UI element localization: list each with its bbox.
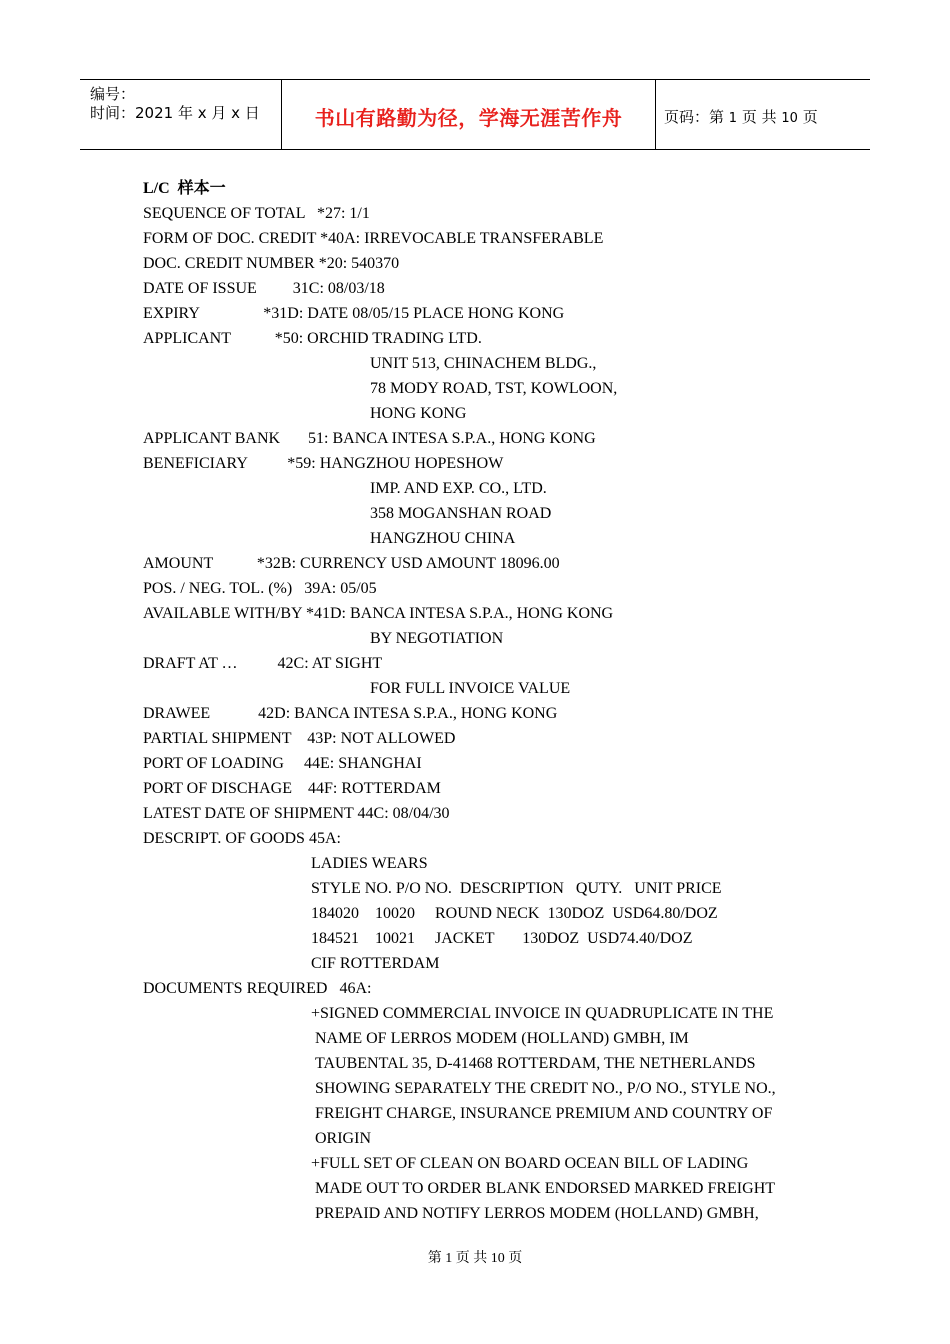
page-footer: 第 1 页 共 10 页 [427,1251,523,1266]
page-total: 10 [781,111,798,126]
doc-line: +FULL SET OF CLEAN ON BOARD OCEAN BILL OF LADING [311,1155,749,1172]
page-current: 1 [728,111,738,126]
doc-line: HONG KONG [370,405,467,422]
doc-line: APPLICANT BANK 51: BANCA INTESA S.P.A., HONG KONG [143,430,596,447]
doc-line: SEQUENCE OF TOTAL *27: 1/1 [143,205,370,222]
doc-line: CIF ROTTERDAM [311,955,440,972]
doc-line: AVAILABLE WITH/BY *41D: BANCA INTESA S.P.A., HONG KONG [143,605,614,622]
doc-line: LADIES WEARS [311,855,428,872]
doc-line: DRAFT AT … 42C: AT SIGHT [143,655,383,672]
doc-line: PORT OF DISCHAGE 44F: ROTTERDAM [143,780,441,797]
doc-line: ORIGIN [315,1130,371,1147]
doc-line: PORT OF LOADING 44E: SHANGHAI [143,755,422,772]
document-title: L/C 样本一 [143,180,226,197]
doc-line: 358 MOGANSHAN ROAD [370,505,552,522]
doc-line: SHOWING SEPARATELY THE CREDIT NO., P/O NO., STYLE NO., [315,1080,776,1097]
doc-line: DRAWEE 42D: BANCA INTESA S.P.A., HONG KONG [143,705,558,722]
doc-line: PARTIAL SHIPMENT 43P: NOT ALLOWED [143,730,456,747]
doc-line: FORM OF DOC. CREDIT *40A: IRREVOCABLE TRANSFERABLE [143,230,604,247]
document-number-label: 编号： [90,85,136,103]
doc-line: NAME OF LERROS MODEM (HOLLAND) GMBH, IM [315,1030,689,1047]
doc-line: DOC. CREDIT NUMBER *20: 540370 [143,255,400,272]
doc-line: LATEST DATE OF SHIPMENT 44C: 08/04/30 [143,805,450,822]
doc-line: POS. / NEG. TOL. (%) 39A: 05/05 [143,580,377,597]
doc-line: FOR FULL INVOICE VALUE [370,680,571,697]
doc-line: EXPIRY *31D: DATE 08/05/15 PLACE HONG KONG [143,305,565,322]
page-prefix: 页码：第 [664,108,729,126]
doc-line: MADE OUT TO ORDER BLANK ENDORSED MARKED FREIGHT [315,1180,776,1197]
doc-line: UNIT 513, CHINACHEM BLDG., [370,355,597,372]
page-suffix: 页 [797,108,818,126]
doc-line: DESCRIPT. OF GOODS 45A: [143,830,341,847]
doc-line: TAUBENTAL 35, D-41468 ROTTERDAM, THE NETHERLANDS [315,1055,756,1072]
doc-line: HANGZHOU CHINA [370,530,516,547]
doc-line: STYLE NO. P/O NO. DESCRIPTION QUTY. UNIT PRICE [311,880,722,897]
doc-line: FREIGHT CHARGE, INSURANCE PREMIUM AND COUNTRY OF [315,1105,773,1122]
doc-line: 184521 10021 JACKET 130DOZ USD74.40/DOZ [311,930,693,947]
page-mid: 页 共 [737,108,782,126]
doc-line: 184020 10020 ROUND NECK 130DOZ USD64.80/DOZ [311,905,718,922]
doc-line: +SIGNED COMMERCIAL INVOICE IN QUADRUPLICATE IN THE [311,1005,774,1022]
doc-line: AMOUNT *32B: CURRENCY USD AMOUNT 18096.00 [143,555,560,572]
document-date-label: 时间：2021 年 x 月 x 日 [90,104,260,122]
doc-line: IMP. AND EXP. CO., LTD. [370,480,547,497]
doc-line: APPLICANT *50: ORCHID TRADING LTD. [143,330,482,347]
doc-line: DOCUMENTS REQUIRED 46A: [143,980,372,997]
header-motto: 书山有路勤为径，学海无涯苦作舟 [314,106,623,130]
doc-line: BENEFICIARY *59: HANGZHOU HOPESHOW [143,455,504,472]
doc-line: BY NEGOTIATION [370,630,504,647]
doc-line: 78 MODY ROAD, TST, KOWLOON, [370,380,618,397]
doc-line: PREPAID AND NOTIFY LERROS MODEM (HOLLAND) GMBH, [315,1205,759,1222]
doc-line: DATE OF ISSUE 31C: 08/03/18 [143,280,385,297]
